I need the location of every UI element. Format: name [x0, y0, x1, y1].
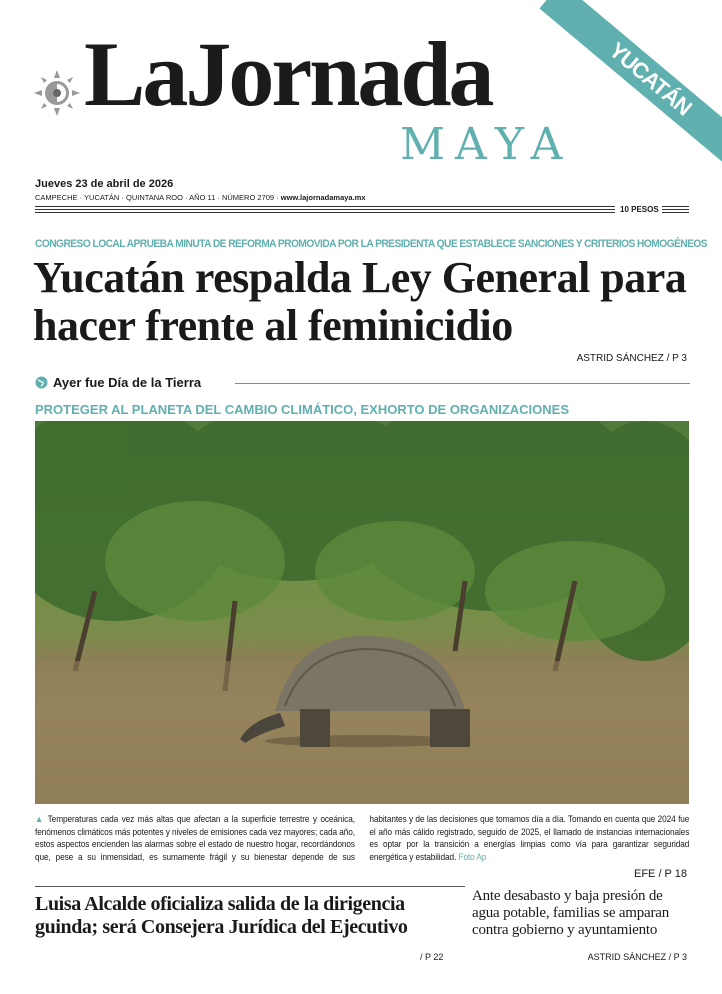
triangle-icon: ▲ [35, 814, 45, 824]
website-link[interactable]: www.lajornadamaya.mx [280, 193, 366, 202]
story-headline[interactable]: Luisa Alcalde oficializa salida de la dirigencia guinda; será Consejera Jurídica del Ejecutivo [35, 893, 408, 938]
sun-logo-icon [32, 68, 82, 118]
logo-title[interactable]: LaJornada [84, 23, 492, 125]
logo-subtitle: MAYA [400, 119, 573, 170]
section-title: Ayer fue Día de la Tierra [53, 375, 202, 390]
page-ref: / P 22 [420, 952, 444, 962]
story-headline[interactable]: Ante desabasto y baja presión de agua potable, familias se amparan contra gobierno y ayuntamiento [472, 888, 670, 938]
photo-caption [35, 813, 689, 863]
globe-icon [35, 376, 48, 389]
feature-kicker: PROTEGER AL PLANETA DEL CAMBIO CLIMÁTICO, EXHORTO DE ORGANIZACIONES [35, 402, 569, 417]
photo-credit: Foto Ap [458, 851, 487, 862]
issue-date: Jueves 23 de abril de 2026 [35, 178, 174, 190]
tortoise-photo[interactable] [35, 421, 689, 804]
story-agua[interactable] [472, 888, 692, 939]
author: EFE [633, 868, 656, 880]
feature-byline [634, 868, 687, 881]
divider [35, 206, 615, 213]
edition-line [35, 193, 366, 202]
author: ASTRID SÁNCHEZ [576, 353, 664, 364]
price: 10 PESOS [620, 205, 659, 214]
divider [662, 206, 689, 213]
lead-headline[interactable]: Yucatán respalda Ley General para hacer frente al feminicidio [33, 253, 687, 350]
lead-kicker: CONGRESO LOCAL APRUEBA MINUTA DE REFORMA PROMOVIDA POR LA PRESIDENTA QUE ESTABLECE SANCIONES Y CRITERIOS HOMOGÉNEOS [35, 238, 708, 250]
lead-byline [577, 353, 687, 365]
story-byline [588, 952, 687, 963]
caption-text: Temperaturas cada vez más altas que afectan a la superficie terrestre y oceánica, fenómenos climáticos más potentes y niveles de emisiones cada vez mayores; cada año, estos aspectos encienden las alarmas sobre el estado de nuestro hogar, recordándonos que, pese a su inmensidad, es sumamente frágil y su bienestar depende de sus habitantes y de las decisiones que tomamos día a día. Tomando en cuenta que 2024 fue el año más cálido registrado, seguido de 2025, el llamado de instancias internacionales es optar por la transición a energías limpias como vía para garantizar seguridad energética y estabilidad. [35, 814, 690, 862]
story-alcalde[interactable] [35, 886, 465, 939]
edition-info: CAMPECHE · YUCATÁN · QUINTANA ROO · AÑO 11 · NÚMERO 2709 · [35, 193, 281, 202]
page-ref: / P 3 [666, 952, 687, 962]
author: ASTRID SÁNCHEZ [587, 952, 667, 962]
section-header [35, 375, 690, 391]
page-ref: / P 3 [663, 353, 687, 364]
divider [235, 383, 690, 384]
edition-ribbon: YUCATÁN [539, 0, 722, 176]
page-ref: / P 18 [655, 868, 687, 880]
